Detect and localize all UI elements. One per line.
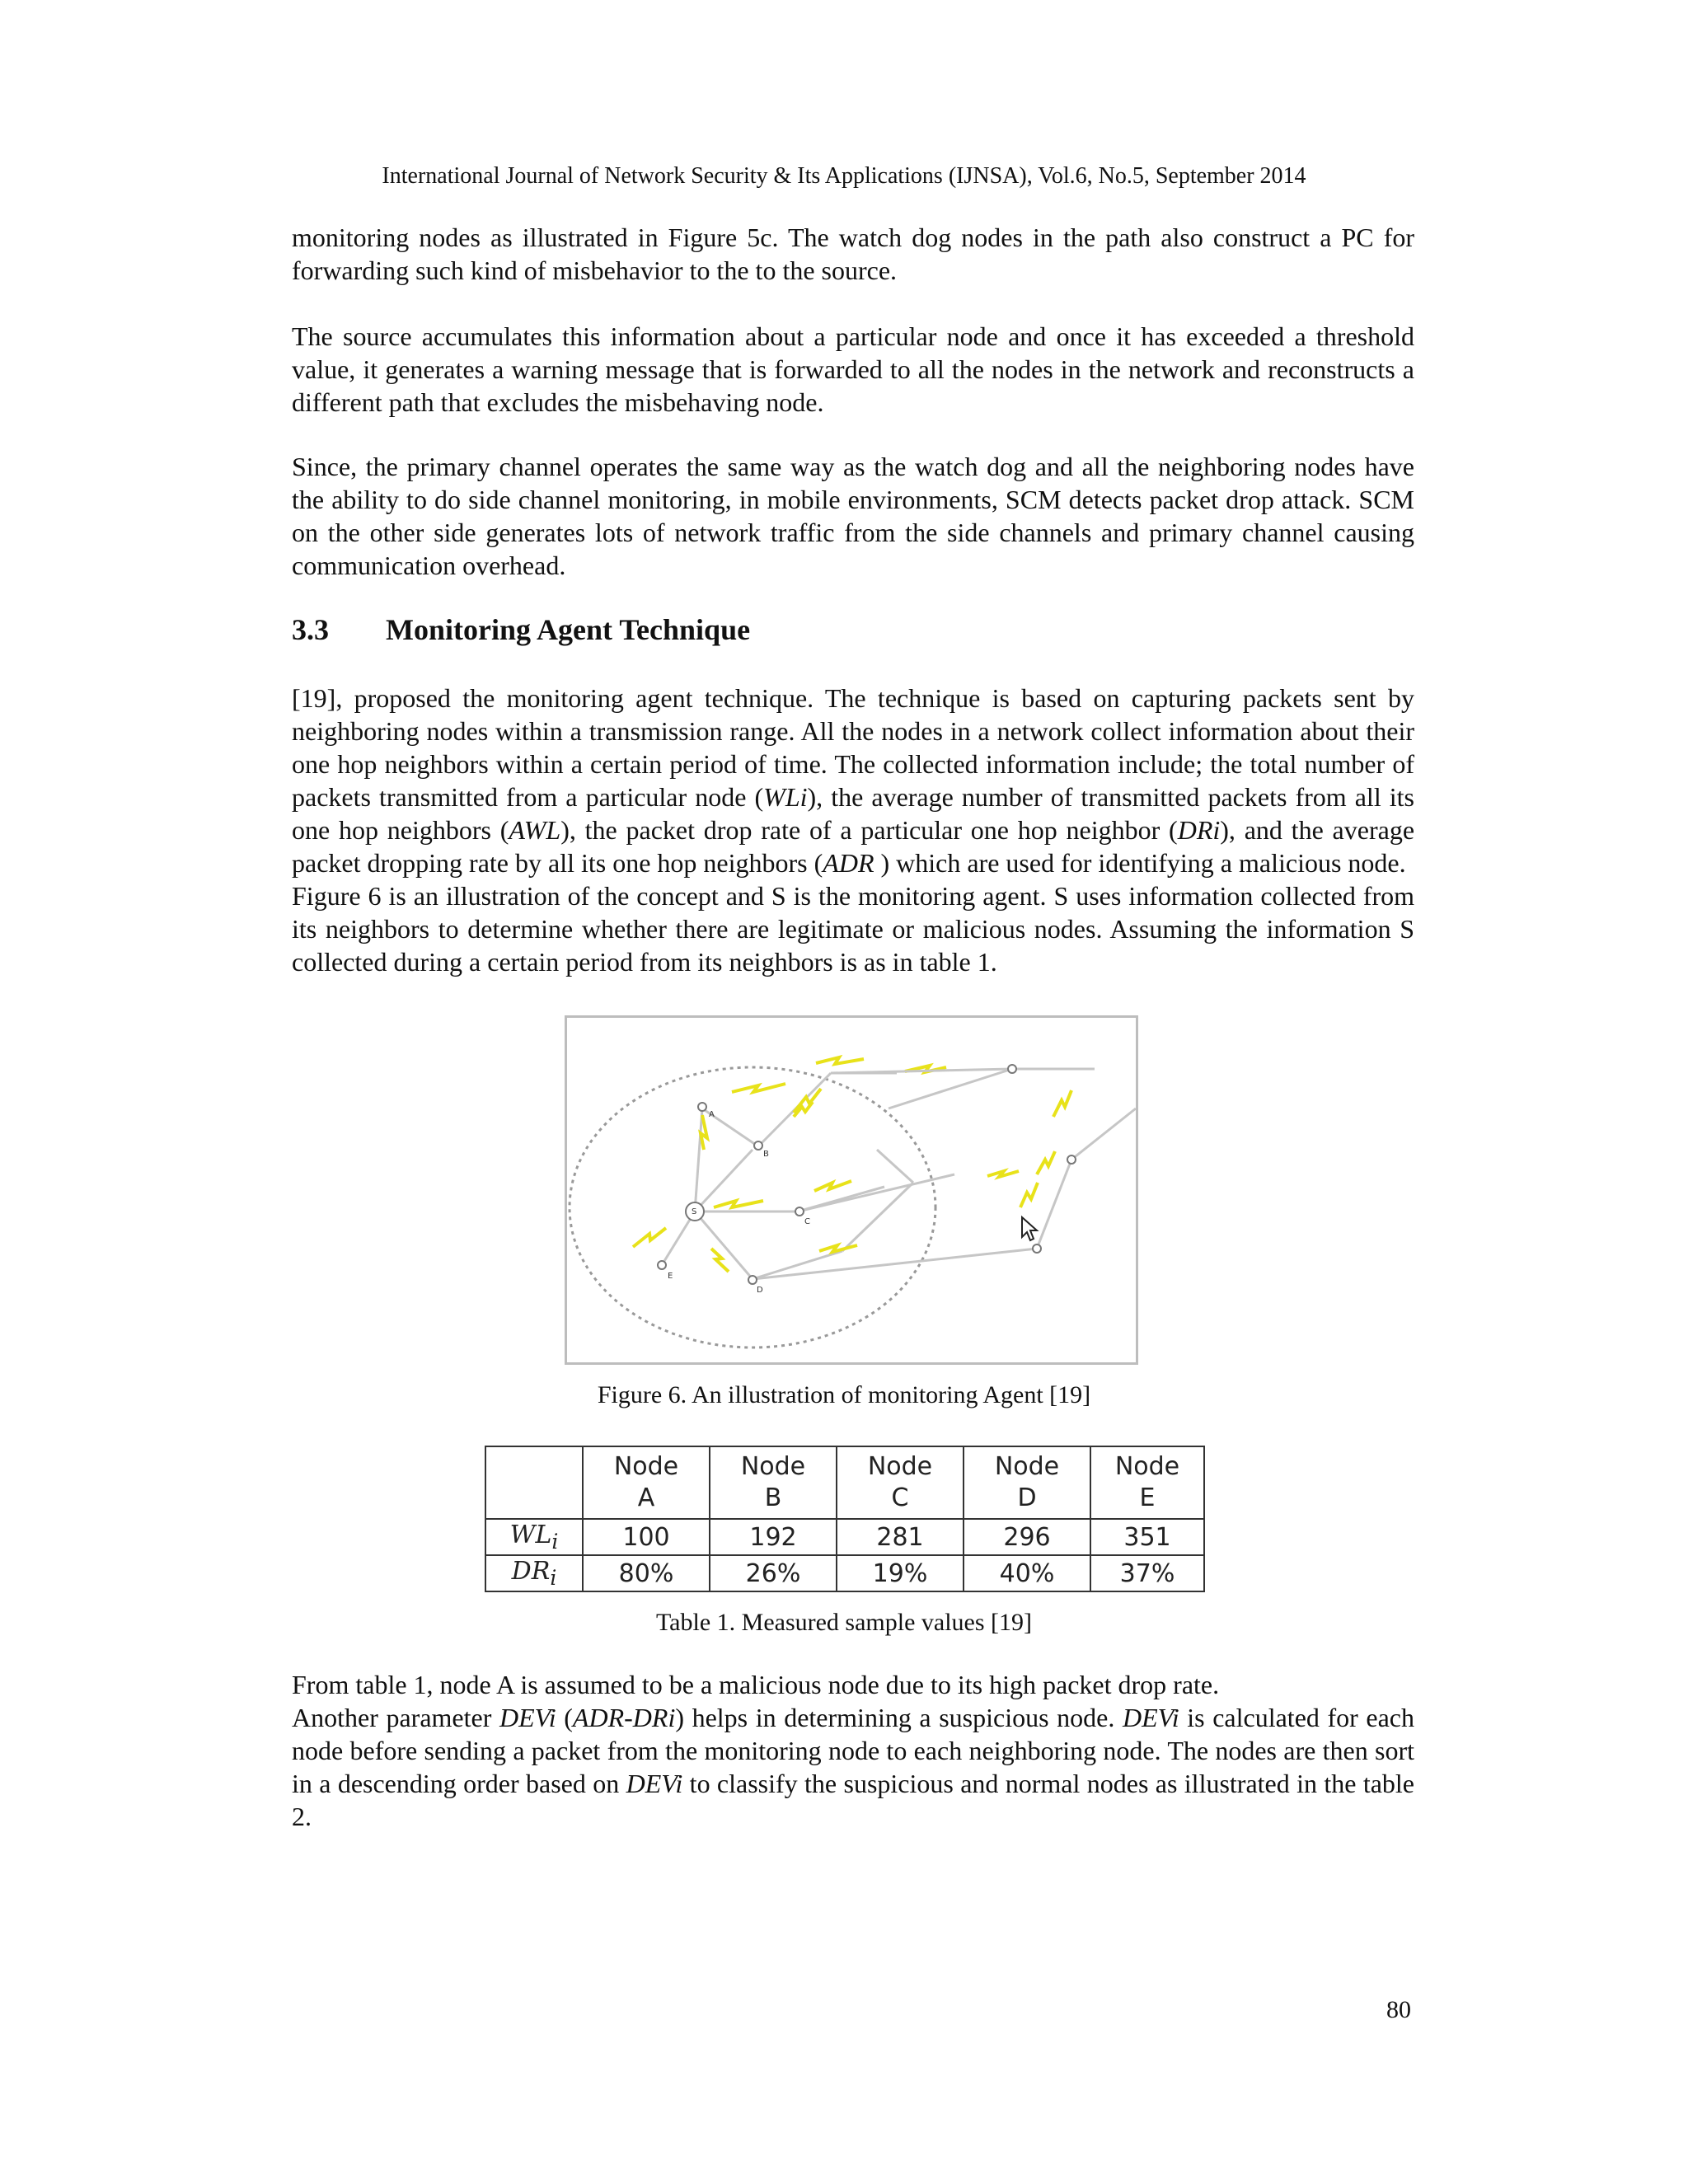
paragraph-text: The source accumulates this information about a particular node and once it has exceeded a threshold value, it generates a warning message that is forwarded to all the nodes in the network and reconstructs a different path that excludes the misbehaving node. — [292, 321, 1414, 417]
table-header-row — [485, 1446, 1204, 1519]
table-cell: 80% — [583, 1555, 710, 1591]
figure-caption: Figure 6. An illustration of monitoring Agent [19] — [597, 1381, 1091, 1408]
table-header-cell: Node D — [964, 1446, 1090, 1519]
node-label-c: C — [804, 1217, 810, 1226]
table-cell: 40% — [964, 1555, 1090, 1591]
outer-node-icon — [1008, 1065, 1016, 1073]
paragraph-6 — [292, 1668, 1414, 1833]
node-label-b: B — [763, 1150, 769, 1159]
table-cell: 37% — [1090, 1555, 1204, 1591]
paragraph-text: From table 1, node A is assumed to be a malicious node due to its high packet drop rate. — [292, 1670, 1220, 1699]
paragraph-5-text: Figure 6 is an illustration of the concept and S is the monitoring agent. S uses information collected from its neighbors to determine whether there are legitimate or malicious nodes. Assuming the information S collected during a certain period from its neighbors is as in table 1. — [292, 881, 1414, 977]
signal-bolt — [819, 1245, 857, 1252]
node-b-icon — [754, 1141, 762, 1150]
table-cell: 26% — [710, 1555, 837, 1591]
node-label-e: E — [668, 1272, 673, 1281]
signal-bolt — [1020, 1183, 1038, 1207]
table-caption: Table 1. Measured sample values [19] — [655, 1609, 1033, 1636]
devi-term: DEVi — [499, 1703, 556, 1732]
mouse-cursor-icon — [1022, 1217, 1037, 1240]
node-label-a: A — [709, 1110, 715, 1119]
adr-term: ADR — [823, 848, 874, 878]
node-label-d: D — [757, 1286, 763, 1295]
table-cell: 351 — [1090, 1519, 1204, 1555]
figure-6-network-diagram — [565, 1015, 1138, 1365]
signal-bolt — [711, 1249, 729, 1272]
signal-bolt — [1037, 1151, 1055, 1174]
outer-node-icon — [1033, 1244, 1041, 1253]
table-header-cell: Node E — [1090, 1446, 1204, 1519]
paragraph-2 — [292, 320, 1414, 419]
node-c-icon — [795, 1207, 804, 1216]
table-header-cell: Node C — [837, 1446, 964, 1519]
wli-term: WLi — [763, 782, 808, 812]
row-label-dri: $DR_i$ — [485, 1555, 583, 1591]
paragraph-4 — [292, 682, 1414, 978]
paragraph-text: monitoring nodes as illustrated in Figure 5c. The watch dog nodes in the path also construct a PC for forwarding such kind of misbehavior to the to the source. — [292, 223, 1414, 285]
table-row — [485, 1519, 1204, 1555]
paragraph-1 — [292, 221, 1414, 287]
paragraph-7-text: Another parameter DEVi (ADR-DRi) helps in determining a suspicious node. DEVi is calculated for each node before sending a packet from the monitoring node to each neighboring node. The nodes are then sort in a descending order based on DEVi to classify the suspicious and normal nodes as illustrated in the table 2. — [292, 1703, 1415, 1831]
table-cell: 281 — [837, 1519, 964, 1555]
table-cell: 19% — [837, 1555, 964, 1591]
signal-bolt — [1053, 1090, 1071, 1117]
node-e-icon — [658, 1261, 666, 1269]
dri-term: DRi — [1177, 815, 1221, 845]
signal-bolt — [814, 1181, 851, 1191]
signal-bolt — [816, 1057, 864, 1064]
page-number: 80 — [1386, 1996, 1411, 2023]
paragraph-3 — [292, 450, 1414, 582]
transmission-range-circle — [570, 1067, 935, 1347]
section-number: 3.3 — [292, 613, 329, 646]
section-title: Monitoring Agent Technique — [386, 613, 751, 646]
signal-bolt — [732, 1084, 785, 1092]
network-diagram — [567, 1018, 1136, 1362]
table-row — [485, 1555, 1204, 1591]
node-a-icon — [698, 1103, 706, 1111]
signal-bolt — [987, 1171, 1019, 1177]
measured-values-table — [485, 1446, 1205, 1592]
table-cell: 296 — [964, 1519, 1090, 1555]
table-header-cell: Node A — [583, 1446, 710, 1519]
table-corner-cell — [485, 1446, 583, 1519]
paragraph-text: [19], proposed the monitoring agent technique. The technique is based on capturing packets sent by neighboring nodes within a transmission range. All the nodes in a network collect information about their one hop neighbors within a certain period of time. The collected information include; the total number of packets transmitted from a particular node (WLi), the average number of transmitted packets from all its one hop neighbors (AWL), the packet drop rate of a particular one hop neighbor (DRi), and the average packet dropping rate by all its one hop neighbors (ADR ) which are used for identifying a malicious node. — [292, 683, 1415, 878]
adr-dri-term: ADR-DRi — [572, 1703, 676, 1732]
table-cell: 100 — [583, 1519, 710, 1555]
section-heading — [292, 612, 750, 647]
node-label-s: S — [692, 1207, 697, 1216]
table-header-cell: Node B — [710, 1446, 837, 1519]
signal-bolt — [633, 1228, 666, 1247]
row-label-wli: $WL_i$ — [485, 1519, 583, 1555]
signal-bolt — [714, 1201, 763, 1207]
devi-term: DEVi — [1122, 1703, 1179, 1732]
table-cell: 192 — [710, 1519, 837, 1555]
node-d-icon — [748, 1276, 757, 1284]
outer-node-icon — [1067, 1155, 1076, 1164]
journal-header: International Journal of Network Security & Its Applications (IJNSA), Vol.6, No.5, September 2014 — [382, 163, 1306, 189]
devi-term: DEVi — [626, 1769, 683, 1798]
paragraph-text: Since, the primary channel operates the same way as the watch dog and all the neighboring nodes have the ability to do side channel monitoring, in mobile environments, SCM detects packet drop attack. SCM on the other side generates lots of network traffic from the side channels and primary channel causing communication overhead. — [292, 452, 1414, 580]
awl-term: AWL — [509, 815, 561, 845]
